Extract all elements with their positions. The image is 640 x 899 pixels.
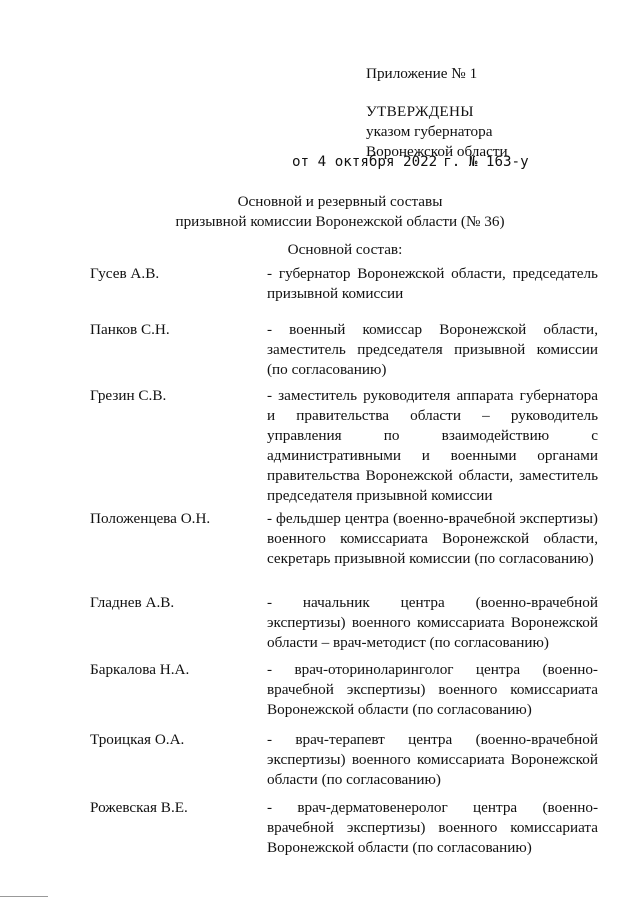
approved-label: УТВЕРЖДЕНЫ bbox=[366, 103, 474, 120]
decree-date: от 4 октября 2022 bbox=[292, 154, 438, 170]
member-name: Грезин С.В. bbox=[90, 387, 167, 404]
decree-line-1: указом губернатора bbox=[366, 123, 493, 140]
page-edge-mark bbox=[0, 896, 48, 897]
member-role: - фельдшер центра (военно-врачебной экспертизы) военного комиссариата Воронежской области, секретарь призывной комиссии (по согласованию) bbox=[267, 510, 598, 567]
member-name: Панков С.Н. bbox=[90, 321, 170, 338]
member-role: - врач-терапевт центра (военно-врачебной экспертизы) военного комиссариата Воронежской области (по согласованию) bbox=[267, 731, 598, 788]
member-role: - врач-дерматовенеролог центра (военно-врачебной экспертизы) военного комиссариата Воронежской области (по согласованию) bbox=[267, 799, 598, 856]
document-title-line-1: Основной и резервный составы bbox=[237, 193, 443, 210]
document-title-line-2: призывной комиссии Воронежской области (№ 36) bbox=[175, 213, 505, 230]
member-role: - заместитель руководителя аппарата губернатора и правительства области – руководитель управления по взаимодействию с административными и военными органами правительства Воронежской области, заместитель председателя призывной комиссии bbox=[267, 387, 598, 504]
member-role: - начальник центра (военно-врачебной экспертизы) военного комиссариата Воронежской области – врач-методист (по согласованию) bbox=[267, 594, 598, 651]
member-role: - врач-оториноларинголог центра (военно-врачебной экспертизы) военного комиссариата Воронежской области (по согласованию) bbox=[267, 661, 598, 718]
member-name: Гусев А.В. bbox=[90, 265, 160, 282]
member-role: - военный комиссар Воронежской области, заместитель председателя призывной комиссии (по согласованию) bbox=[267, 321, 598, 378]
member-name: Гладнев А.В. bbox=[90, 594, 175, 611]
member-name: Положенцева О.Н. bbox=[90, 510, 211, 527]
member-name: Баркалова Н.А. bbox=[90, 661, 190, 678]
member-role: - губернатор Воронежской области, председатель призывной комиссии bbox=[267, 265, 598, 302]
decree-line-2: Воронежской области bbox=[366, 143, 508, 160]
main-composition-heading: Основной состав: bbox=[287, 241, 403, 258]
member-name: Рожевская В.Е. bbox=[90, 799, 188, 816]
member-name: Троицкая О.А. bbox=[90, 731, 185, 748]
appendix-label: Приложение № 1 bbox=[366, 65, 478, 82]
decree-number: г. № 163-у bbox=[443, 154, 529, 170]
